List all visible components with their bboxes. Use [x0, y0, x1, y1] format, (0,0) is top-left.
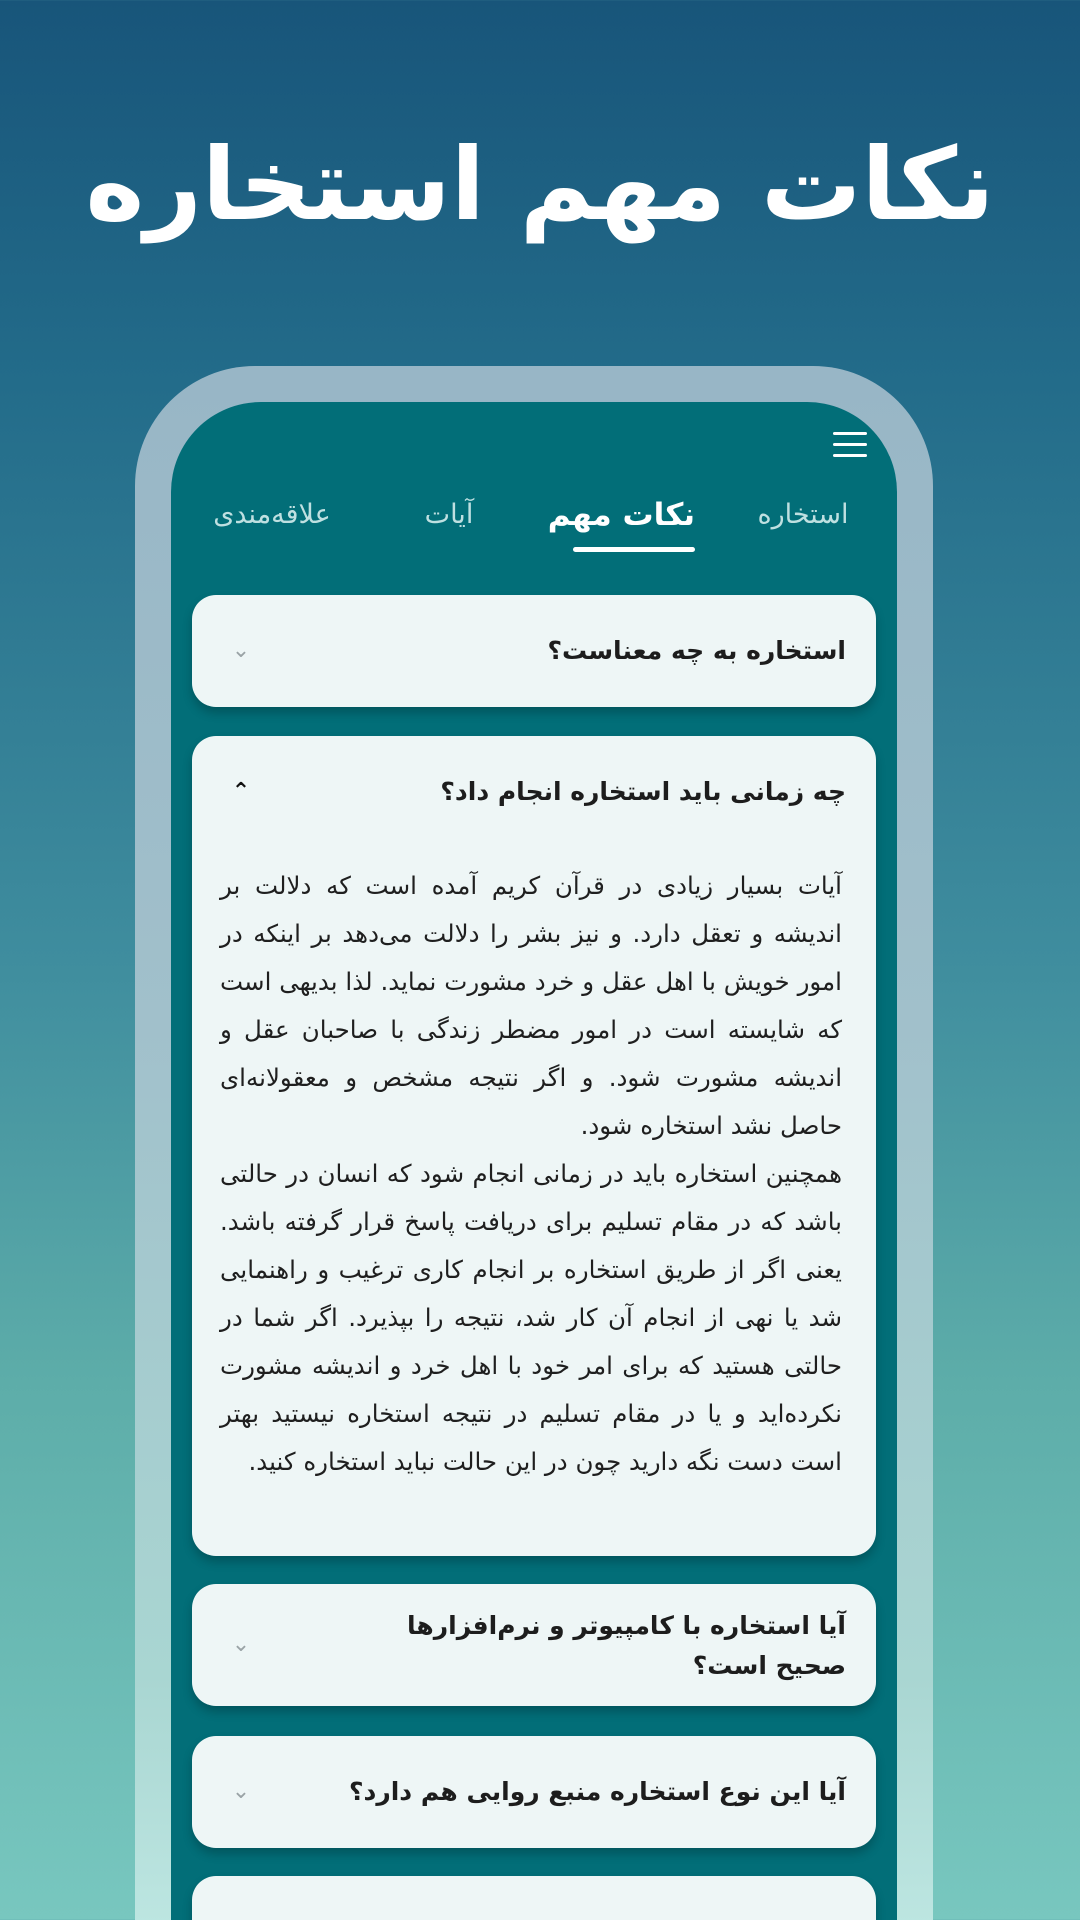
- hamburger-menu-icon[interactable]: [833, 430, 867, 460]
- chevron-down-icon[interactable]: ⌄: [231, 1632, 251, 1657]
- chevron-down-icon[interactable]: ⌄: [231, 638, 251, 663]
- faq-question: آیا این نوع استخاره منبع روایی هم دارد؟: [349, 1777, 846, 1806]
- tab-important-notes[interactable]: [547, 490, 695, 562]
- chevron-up-icon[interactable]: ⌃: [231, 779, 251, 804]
- faq-item-when[interactable]: [192, 736, 876, 1556]
- faq-question: آیا استخاره با کامپیوتر و نرم‌افزارها صحیح است؟: [407, 1611, 846, 1680]
- active-tab-indicator: [573, 547, 695, 552]
- promo-headline: نکات مهم استخاره: [85, 126, 995, 243]
- chevron-down-icon[interactable]: ⌄: [231, 1779, 251, 1804]
- tab-label: آیات: [424, 499, 474, 530]
- faq-question: استخاره به چه معناست؟: [547, 636, 846, 665]
- tab-label: استخاره: [757, 499, 849, 530]
- tab-label: نکات مهم: [547, 497, 695, 533]
- tab-istikhara[interactable]: [753, 490, 853, 562]
- tab-label: علاقه‌مندی: [213, 499, 331, 530]
- faq-header[interactable]: [192, 736, 876, 848]
- faq-answer: [220, 862, 842, 1486]
- faq-question: چه زمانی باید استخاره انجام داد؟: [440, 777, 846, 806]
- faq-item-meaning[interactable]: [192, 595, 876, 707]
- faq-header[interactable]: [192, 1584, 876, 1706]
- faq-item-software[interactable]: [192, 1584, 876, 1706]
- tab-bar: [171, 490, 897, 562]
- tab-verses[interactable]: [409, 490, 489, 562]
- faq-header[interactable]: [192, 595, 876, 707]
- faq-header[interactable]: [192, 1736, 876, 1848]
- app-screen: [171, 402, 897, 1920]
- faq-item-source[interactable]: [192, 1736, 876, 1848]
- answer-paragraph: همچنین استخاره باید در زمانی انجام شود که انسان در حالتی باشد که در مقام تسلیم برای دریافت پاسخ قرار گرفته باشد. یعنی اگر از طریق استخاره بر انجام کاری ترغیب و راهنمایی شد یا نهی از انجام آن کار شد، نتیجه را بپذیرد. اگر شما در حالتی هستید که برای امر خود با اهل خرد و اندیشه مشورت نکرده‌اید و یا در مقام تسلیم در نتیجه استخاره نیستید بهتر است دست نگه دارید چون در این حالت نباید استخاره کنید.: [220, 1159, 842, 1476]
- faq-item-partial[interactable]: [192, 1876, 876, 1920]
- tab-favorites[interactable]: [207, 490, 337, 562]
- answer-paragraph: آیات بسیار زیادی در قرآن کریم آمده است که دلالت بر اندیشه و تعقل دارد. و نیز بشر را دلالت می‌دهد بر اینکه در امور خویش با اهل عقل و خرد مشورت نماید. لذا بدیهی است که شایسته است در امور مضطر زندگی با صاحبان عقل و اندیشه مشورت شود. و اگر نتیجه مشخص و معقولانه‌ای حاصل نشد استخاره شود.: [220, 871, 842, 1140]
